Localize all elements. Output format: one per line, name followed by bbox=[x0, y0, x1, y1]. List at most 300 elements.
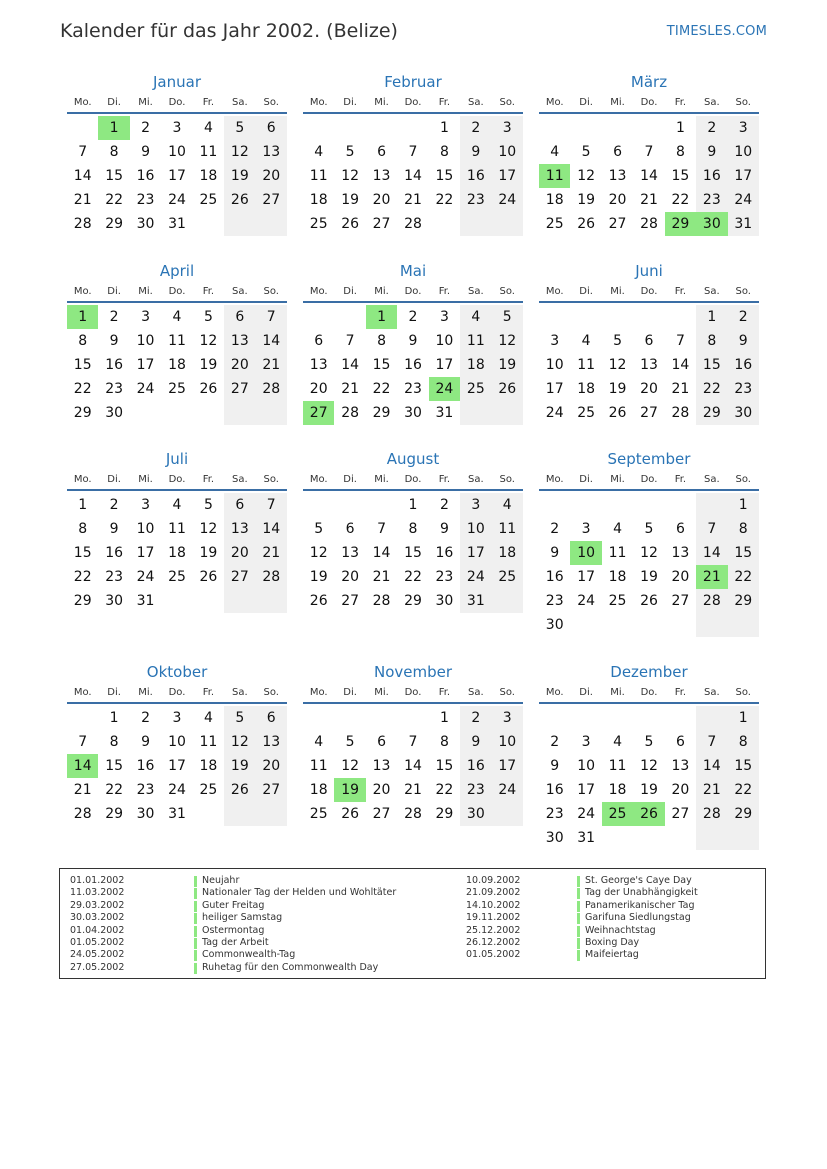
holiday-date: 11.03.2002 bbox=[70, 887, 125, 899]
day-cell: 21 bbox=[256, 541, 287, 565]
day-cell: 5 bbox=[224, 116, 255, 140]
day-cell: 26 bbox=[608, 405, 627, 421]
empty-day-cell bbox=[130, 401, 161, 425]
empty-day-cell bbox=[602, 826, 633, 850]
holiday-legend bbox=[59, 868, 766, 979]
empty-day-cell bbox=[366, 706, 397, 730]
day-cell: 1 bbox=[78, 497, 88, 513]
weekday-label: Fr. bbox=[202, 687, 215, 698]
day-cell: 21 bbox=[404, 192, 422, 208]
weekday-label: Mi. bbox=[610, 687, 625, 698]
day-cell: 11 bbox=[460, 329, 491, 353]
holiday-legend-item bbox=[70, 912, 450, 924]
day-cell: 19 bbox=[640, 782, 658, 798]
month-divider bbox=[539, 702, 759, 704]
holiday-legend-item bbox=[70, 937, 450, 949]
day-cell: 3 bbox=[492, 116, 523, 140]
weekday-label: Mo. bbox=[545, 687, 564, 698]
holiday-date: 01.04.2002 bbox=[70, 924, 125, 936]
month-title: Oktober bbox=[146, 663, 208, 681]
empty-day-cell bbox=[633, 116, 664, 140]
weekday-label: Sa. bbox=[231, 474, 248, 485]
day-cell: 11 bbox=[168, 521, 186, 537]
day-cell: 6 bbox=[675, 521, 685, 537]
day-cell: 13 bbox=[372, 758, 391, 774]
empty-day-cell bbox=[256, 401, 287, 425]
empty-day-cell bbox=[224, 802, 255, 826]
weekday-label: Fr. bbox=[438, 97, 451, 108]
day-cell: 5 bbox=[203, 497, 213, 513]
holiday-date: 25.12.2002 bbox=[466, 924, 521, 936]
holiday-marker bbox=[194, 888, 197, 899]
day-cell: 13 bbox=[224, 329, 255, 353]
month-märz bbox=[539, 72, 759, 236]
empty-day-cell bbox=[224, 212, 255, 236]
day-cell: 30 bbox=[105, 405, 124, 421]
holiday-legend-item bbox=[466, 937, 756, 949]
holiday-legend-item bbox=[466, 875, 756, 887]
day-cell: 1 bbox=[675, 120, 685, 136]
weekday-label: Di. bbox=[107, 474, 121, 485]
day-cell: 20 bbox=[671, 782, 690, 798]
weekday-label: So. bbox=[499, 474, 515, 485]
holiday-day-cell: 1 bbox=[366, 305, 397, 329]
empty-day-cell bbox=[665, 706, 696, 730]
weekday-label: Do. bbox=[640, 286, 658, 297]
day-cell: 31 bbox=[168, 806, 186, 822]
day-cell: 26 bbox=[341, 216, 360, 232]
day-cell: 14 bbox=[256, 517, 287, 541]
day-cell: 23 bbox=[404, 381, 422, 397]
empty-day-cell bbox=[570, 305, 601, 329]
holiday-legend-right bbox=[466, 875, 756, 962]
empty-day-cell bbox=[460, 212, 491, 236]
weekday-label: Sa. bbox=[703, 687, 720, 698]
day-cell: 22 bbox=[728, 778, 759, 802]
holiday-marker bbox=[577, 888, 580, 899]
weekday-label: Fr. bbox=[438, 687, 451, 698]
day-cell: 4 bbox=[492, 493, 523, 517]
month-title: April bbox=[159, 262, 195, 280]
month-divider bbox=[67, 112, 287, 114]
month-title: Juni bbox=[635, 262, 663, 280]
day-cell: 4 bbox=[613, 521, 623, 537]
empty-day-cell bbox=[429, 212, 460, 236]
month-divider bbox=[303, 489, 523, 491]
day-cell: 14 bbox=[256, 329, 287, 353]
day-cell: 28 bbox=[341, 405, 360, 421]
day-cell: 14 bbox=[696, 541, 727, 565]
holiday-marker bbox=[577, 950, 580, 961]
day-cell: 26 bbox=[199, 381, 218, 397]
holiday-marker bbox=[577, 901, 580, 912]
month-divider bbox=[539, 489, 759, 491]
day-cell: 2 bbox=[696, 116, 727, 140]
day-cell: 19 bbox=[199, 357, 218, 373]
day-cell: 23 bbox=[136, 192, 155, 208]
day-grid bbox=[67, 706, 287, 826]
weekday-label: Sa. bbox=[703, 97, 720, 108]
day-cell: 6 bbox=[377, 144, 387, 160]
day-cell: 8 bbox=[439, 144, 449, 160]
holiday-day-cell: 26 bbox=[633, 802, 664, 826]
weekday-header bbox=[303, 283, 523, 301]
day-cell: 6 bbox=[314, 333, 324, 349]
empty-day-cell bbox=[366, 493, 397, 517]
holiday-name: Boxing Day bbox=[585, 936, 640, 948]
day-cell: 28 bbox=[404, 216, 422, 232]
day-cell: 24 bbox=[577, 593, 596, 609]
day-cell: 5 bbox=[203, 309, 213, 325]
day-cell: 8 bbox=[78, 521, 88, 537]
holiday-name: Garifuna Siedlungstag bbox=[585, 912, 691, 924]
empty-day-cell bbox=[303, 116, 334, 140]
day-cell: 23 bbox=[136, 782, 155, 798]
holiday-date: 24.05.2002 bbox=[70, 949, 125, 961]
holiday-marker bbox=[194, 901, 197, 912]
day-cell: 18 bbox=[608, 782, 627, 798]
day-cell: 26 bbox=[341, 806, 360, 822]
day-cell: 16 bbox=[404, 357, 422, 373]
day-cell: 20 bbox=[671, 569, 690, 585]
day-cell: 2 bbox=[550, 521, 560, 537]
day-cell: 25 bbox=[492, 565, 523, 589]
day-cell: 5 bbox=[492, 305, 523, 329]
weekday-label: Do. bbox=[168, 286, 186, 297]
day-cell: 6 bbox=[224, 493, 255, 517]
day-cell: 16 bbox=[136, 758, 155, 774]
empty-day-cell bbox=[696, 706, 727, 730]
weekday-label: Mi. bbox=[138, 687, 153, 698]
day-cell: 21 bbox=[671, 381, 690, 397]
day-cell: 16 bbox=[728, 353, 759, 377]
month-divider bbox=[303, 702, 523, 704]
weekday-label: Fr. bbox=[202, 97, 215, 108]
day-cell: 29 bbox=[728, 589, 759, 613]
day-cell: 28 bbox=[404, 806, 422, 822]
day-cell: 18 bbox=[608, 569, 627, 585]
holiday-date: 26.12.2002 bbox=[466, 936, 521, 948]
day-cell: 3 bbox=[581, 521, 591, 537]
day-cell: 9 bbox=[460, 140, 491, 164]
day-cell: 21 bbox=[256, 353, 287, 377]
day-cell: 15 bbox=[728, 541, 759, 565]
month-title: Februar bbox=[384, 73, 442, 91]
day-cell: 12 bbox=[640, 545, 658, 561]
weekday-header bbox=[67, 283, 287, 301]
weekday-label: So. bbox=[735, 97, 751, 108]
weekday-label: So. bbox=[263, 97, 279, 108]
holiday-day-cell: 25 bbox=[602, 802, 633, 826]
day-cell: 22 bbox=[728, 565, 759, 589]
month-januar bbox=[67, 72, 287, 236]
weekday-label: Fr. bbox=[674, 286, 687, 297]
site-link[interactable]: TIMESLES.COM bbox=[666, 24, 767, 39]
day-cell: 3 bbox=[728, 116, 759, 140]
weekday-label: Do. bbox=[640, 687, 658, 698]
day-cell: 31 bbox=[460, 589, 491, 613]
day-cell: 21 bbox=[73, 192, 92, 208]
day-cell: 10 bbox=[728, 140, 759, 164]
day-cell: 26 bbox=[492, 377, 523, 401]
day-cell: 1 bbox=[408, 497, 418, 513]
weekday-label: Mo. bbox=[73, 687, 92, 698]
weekday-label: Di. bbox=[343, 687, 357, 698]
empty-day-cell bbox=[161, 401, 192, 425]
weekday-label: Mo. bbox=[545, 474, 564, 485]
day-cell: 23 bbox=[460, 778, 491, 802]
day-cell: 4 bbox=[314, 144, 324, 160]
weekday-label: Mi. bbox=[138, 97, 153, 108]
holiday-marker bbox=[194, 963, 197, 974]
day-cell: 7 bbox=[696, 517, 727, 541]
day-cell: 7 bbox=[345, 333, 355, 349]
day-cell: 16 bbox=[136, 168, 155, 184]
day-cell: 28 bbox=[372, 593, 391, 609]
day-cell: 9 bbox=[550, 758, 560, 774]
holiday-date: 27.05.2002 bbox=[70, 961, 125, 973]
day-cell: 27 bbox=[671, 806, 690, 822]
day-cell: 7 bbox=[78, 144, 88, 160]
weekday-header bbox=[67, 684, 287, 702]
day-cell: 4 bbox=[314, 734, 324, 750]
day-cell: 10 bbox=[168, 734, 186, 750]
day-cell: 28 bbox=[73, 216, 92, 232]
weekday-label: Di. bbox=[579, 97, 593, 108]
weekday-label: Fr. bbox=[438, 474, 451, 485]
day-cell: 10 bbox=[435, 333, 454, 349]
holiday-date: 01.05.2002 bbox=[466, 949, 521, 961]
day-cell: 14 bbox=[404, 758, 422, 774]
holiday-name: Ostermontag bbox=[202, 924, 265, 936]
empty-day-cell bbox=[193, 802, 224, 826]
empty-day-cell bbox=[539, 116, 570, 140]
weekday-label: Fr. bbox=[674, 97, 687, 108]
month-oktober bbox=[67, 662, 287, 826]
holiday-date: 21.09.2002 bbox=[466, 887, 521, 899]
holiday-day-cell: 27 bbox=[303, 401, 334, 425]
day-cell: 6 bbox=[644, 333, 654, 349]
weekday-label: Do. bbox=[404, 97, 422, 108]
weekday-label: Do. bbox=[640, 97, 658, 108]
day-cell: 20 bbox=[341, 569, 360, 585]
day-cell: 14 bbox=[372, 545, 391, 561]
day-cell: 17 bbox=[435, 357, 454, 373]
holiday-name: St. George's Caye Day bbox=[585, 875, 692, 886]
holiday-day-cell: 30 bbox=[696, 212, 727, 236]
day-cell: 12 bbox=[341, 168, 360, 184]
day-cell: 4 bbox=[203, 710, 213, 726]
weekday-label: Sa. bbox=[231, 97, 248, 108]
day-cell: 25 bbox=[577, 405, 596, 421]
day-cell: 25 bbox=[168, 381, 186, 397]
holiday-date: 19.11.2002 bbox=[466, 912, 521, 924]
month-divider bbox=[539, 112, 759, 114]
day-grid bbox=[539, 706, 759, 850]
day-cell: 10 bbox=[492, 140, 523, 164]
day-cell: 28 bbox=[256, 377, 287, 401]
weekday-label: Mo. bbox=[309, 97, 328, 108]
day-cell: 29 bbox=[728, 802, 759, 826]
day-cell: 27 bbox=[256, 778, 287, 802]
day-cell: 28 bbox=[640, 216, 658, 232]
month-divider bbox=[303, 112, 523, 114]
empty-day-cell bbox=[570, 116, 601, 140]
holiday-date: 01.01.2002 bbox=[70, 875, 125, 886]
weekday-label: So. bbox=[263, 474, 279, 485]
day-cell: 11 bbox=[309, 168, 328, 184]
holiday-legend-item bbox=[70, 949, 450, 961]
holiday-marker bbox=[194, 950, 197, 961]
month-juli bbox=[67, 449, 287, 613]
empty-day-cell bbox=[224, 589, 255, 613]
day-cell: 2 bbox=[460, 116, 491, 140]
holiday-day-cell: 24 bbox=[429, 377, 460, 401]
day-cell: 4 bbox=[172, 497, 182, 513]
day-cell: 31 bbox=[577, 830, 596, 846]
weekday-label: Sa. bbox=[467, 474, 484, 485]
day-cell: 8 bbox=[408, 521, 418, 537]
day-cell: 27 bbox=[608, 216, 627, 232]
weekday-label: So. bbox=[499, 97, 515, 108]
day-cell: 1 bbox=[696, 305, 727, 329]
day-cell: 24 bbox=[492, 778, 523, 802]
day-cell: 17 bbox=[492, 164, 523, 188]
day-cell: 5 bbox=[224, 706, 255, 730]
day-cell: 7 bbox=[408, 734, 418, 750]
day-cell: 24 bbox=[136, 381, 155, 397]
day-cell: 13 bbox=[309, 357, 328, 373]
day-cell: 22 bbox=[404, 569, 422, 585]
day-cell: 27 bbox=[671, 593, 690, 609]
day-cell: 29 bbox=[73, 405, 92, 421]
day-cell: 18 bbox=[309, 192, 328, 208]
day-cell: 22 bbox=[73, 569, 92, 585]
day-cell: 14 bbox=[73, 168, 92, 184]
day-cell: 17 bbox=[168, 168, 186, 184]
day-cell: 7 bbox=[675, 333, 685, 349]
day-cell: 9 bbox=[728, 329, 759, 353]
day-cell: 7 bbox=[78, 734, 88, 750]
day-cell: 12 bbox=[309, 545, 328, 561]
holiday-legend-left bbox=[70, 875, 450, 974]
holiday-date: 30.03.2002 bbox=[70, 912, 125, 924]
day-cell: 22 bbox=[435, 192, 454, 208]
day-cell: 19 bbox=[309, 569, 328, 585]
holiday-name: heiliger Samstag bbox=[202, 912, 283, 924]
holiday-name: Maifeiertag bbox=[585, 949, 639, 961]
day-cell: 22 bbox=[73, 381, 92, 397]
day-cell: 20 bbox=[256, 164, 287, 188]
day-cell: 29 bbox=[696, 401, 727, 425]
weekday-label: So. bbox=[263, 687, 279, 698]
day-cell: 4 bbox=[203, 120, 213, 136]
day-cell: 8 bbox=[109, 144, 119, 160]
day-cell: 15 bbox=[73, 545, 92, 561]
day-cell: 6 bbox=[675, 734, 685, 750]
day-cell: 27 bbox=[224, 377, 255, 401]
empty-day-cell bbox=[633, 305, 664, 329]
day-cell: 17 bbox=[728, 164, 759, 188]
day-cell: 6 bbox=[224, 305, 255, 329]
empty-day-cell bbox=[539, 305, 570, 329]
day-cell: 15 bbox=[105, 758, 124, 774]
weekday-label: Mo. bbox=[309, 474, 328, 485]
day-cell: 6 bbox=[256, 116, 287, 140]
holiday-marker bbox=[194, 938, 197, 949]
day-cell: 20 bbox=[640, 381, 658, 397]
day-grid bbox=[539, 116, 759, 236]
month-juni bbox=[539, 261, 759, 425]
empty-day-cell bbox=[397, 116, 428, 140]
day-cell: 13 bbox=[640, 357, 658, 373]
day-cell: 11 bbox=[309, 758, 328, 774]
day-cell: 23 bbox=[728, 377, 759, 401]
empty-day-cell bbox=[539, 493, 570, 517]
day-cell: 15 bbox=[73, 357, 92, 373]
day-cell: 3 bbox=[141, 309, 151, 325]
day-cell: 13 bbox=[256, 140, 287, 164]
month-title: September bbox=[607, 450, 691, 468]
empty-day-cell bbox=[633, 706, 664, 730]
day-cell: 26 bbox=[199, 569, 218, 585]
day-cell: 12 bbox=[492, 329, 523, 353]
day-cell: 3 bbox=[172, 710, 182, 726]
day-cell: 29 bbox=[435, 806, 454, 822]
weekday-label: Di. bbox=[107, 97, 121, 108]
day-cell: 25 bbox=[199, 782, 218, 798]
empty-day-cell bbox=[602, 116, 633, 140]
weekday-label: Mi. bbox=[610, 474, 625, 485]
month-title: Juli bbox=[165, 450, 189, 468]
day-cell: 4 bbox=[460, 305, 491, 329]
weekday-label: Sa. bbox=[467, 286, 484, 297]
empty-day-cell bbox=[256, 589, 287, 613]
day-cell: 18 bbox=[199, 758, 218, 774]
month-februar bbox=[303, 72, 523, 236]
day-cell: 15 bbox=[105, 168, 124, 184]
weekday-header bbox=[539, 94, 759, 112]
weekday-label: Do. bbox=[640, 474, 658, 485]
empty-day-cell bbox=[570, 493, 601, 517]
weekday-label: Mi. bbox=[610, 97, 625, 108]
day-cell: 4 bbox=[581, 333, 591, 349]
weekday-header bbox=[67, 94, 287, 112]
day-cell: 10 bbox=[492, 730, 523, 754]
weekday-header bbox=[67, 471, 287, 489]
day-cell: 15 bbox=[671, 168, 690, 184]
holiday-marker bbox=[577, 876, 580, 887]
day-cell: 20 bbox=[372, 782, 391, 798]
day-cell: 24 bbox=[168, 782, 186, 798]
holiday-marker bbox=[577, 926, 580, 937]
day-cell: 1 bbox=[728, 706, 759, 730]
empty-day-cell bbox=[67, 116, 98, 140]
day-cell: 5 bbox=[644, 734, 654, 750]
day-cell: 16 bbox=[460, 164, 491, 188]
weekday-label: Mo. bbox=[309, 286, 328, 297]
holiday-legend-item bbox=[70, 962, 450, 974]
weekday-label: Do. bbox=[168, 474, 186, 485]
day-cell: 25 bbox=[608, 593, 627, 609]
day-cell: 29 bbox=[73, 593, 92, 609]
holiday-day-cell: 29 bbox=[665, 212, 696, 236]
holiday-marker bbox=[577, 913, 580, 924]
day-cell: 13 bbox=[608, 168, 627, 184]
day-grid bbox=[303, 116, 523, 236]
weekday-label: Do. bbox=[404, 286, 422, 297]
day-cell: 21 bbox=[341, 381, 360, 397]
